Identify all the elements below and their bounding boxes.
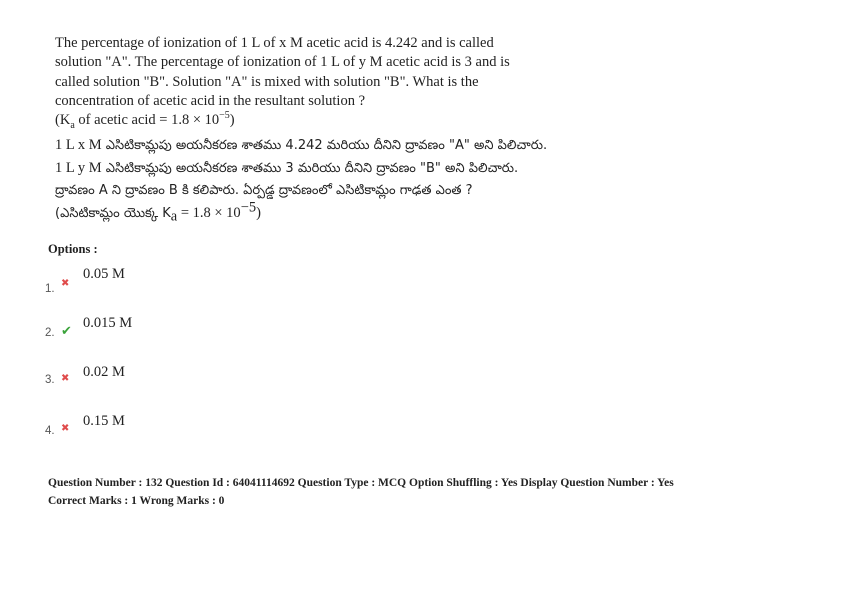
telugu-ka-text: (ఎసిటికామ్లం యొక్క K bbox=[55, 206, 171, 221]
question-metadata bbox=[48, 474, 674, 510]
telugu-ka-rest: = 1.8 × 10 bbox=[177, 205, 241, 221]
question-line: The percentage of ionization of 1 L of x M acetic acid is 4.242 and is called bbox=[55, 35, 494, 51]
metadata-line: Correct Marks : 1 Wrong Marks : 0 bbox=[48, 495, 225, 507]
telugu-line bbox=[55, 199, 595, 225]
telugu-line-text: ఎసిటికామ్లపు అయనీకరణ శాతము 4.242 మరియు దీనిని ద్రావణం "A" అని పిలిచారు. bbox=[101, 138, 548, 153]
option-number: 2. bbox=[45, 327, 55, 339]
telugu-line bbox=[55, 134, 595, 157]
cross-icon: ✖ bbox=[61, 278, 70, 289]
option-number: 3. bbox=[45, 374, 55, 386]
cross-icon: ✖ bbox=[61, 423, 70, 434]
telugu-ka-close: ) bbox=[256, 205, 261, 221]
option-number: 4. bbox=[45, 425, 55, 437]
option-value: 0.05 M bbox=[83, 266, 125, 282]
ka-value-line bbox=[55, 111, 575, 130]
option-value: 0.015 M bbox=[83, 315, 133, 331]
question-text-telugu bbox=[55, 134, 595, 225]
telugu-ka-exponent: −5 bbox=[240, 199, 257, 216]
ka-close: ) bbox=[229, 112, 235, 129]
option-value: 0.02 M bbox=[83, 364, 125, 380]
telugu-line-prefix: 1 L y M bbox=[55, 160, 102, 176]
option-number: 1. bbox=[45, 283, 55, 295]
telugu-line: ద్రావణం A ని ద్రావణం B కి కలిపారు. ఏర్పడ్డ ద్రావణంలో ఎసిటికామ్లం గాఢత ఎంత ? bbox=[55, 183, 473, 198]
cross-icon: ✖ bbox=[61, 373, 70, 384]
question-text-english bbox=[55, 34, 575, 130]
telugu-ka-subscript: a bbox=[170, 208, 178, 225]
check-icon: ✔ bbox=[61, 323, 72, 338]
telugu-line-prefix: 1 L x M bbox=[55, 137, 102, 153]
metadata-line: Question Number : 132 Question Id : 64041114692 Question Type : MCQ Option Shuffling : Yes Display Question Number : Yes bbox=[48, 477, 674, 489]
ka-open: (K bbox=[55, 112, 71, 129]
ka-exponent: −5 bbox=[219, 110, 230, 122]
question-line: solution "A". The percentage of ionization of 1 L of y M acetic acid is 3 and is bbox=[55, 54, 510, 71]
ka-text: of acetic acid = 1.8 × 10 bbox=[74, 112, 220, 129]
question-line: concentration of acetic acid in the resultant solution ? bbox=[55, 92, 366, 109]
question-line: called solution "B". Solution "A" is mixed with solution "B". What is the bbox=[55, 73, 479, 90]
option-value: 0.15 M bbox=[83, 413, 125, 429]
telugu-line-text: ఎసిటికామ్లపు అయనీకరణ శాతము 3 మరియు దీనిని ద్రావణం "B" అని పిలిచారు. bbox=[101, 161, 519, 176]
ka-subscript: a bbox=[70, 120, 75, 132]
telugu-line bbox=[55, 157, 595, 180]
options-label: Options : bbox=[48, 242, 98, 256]
